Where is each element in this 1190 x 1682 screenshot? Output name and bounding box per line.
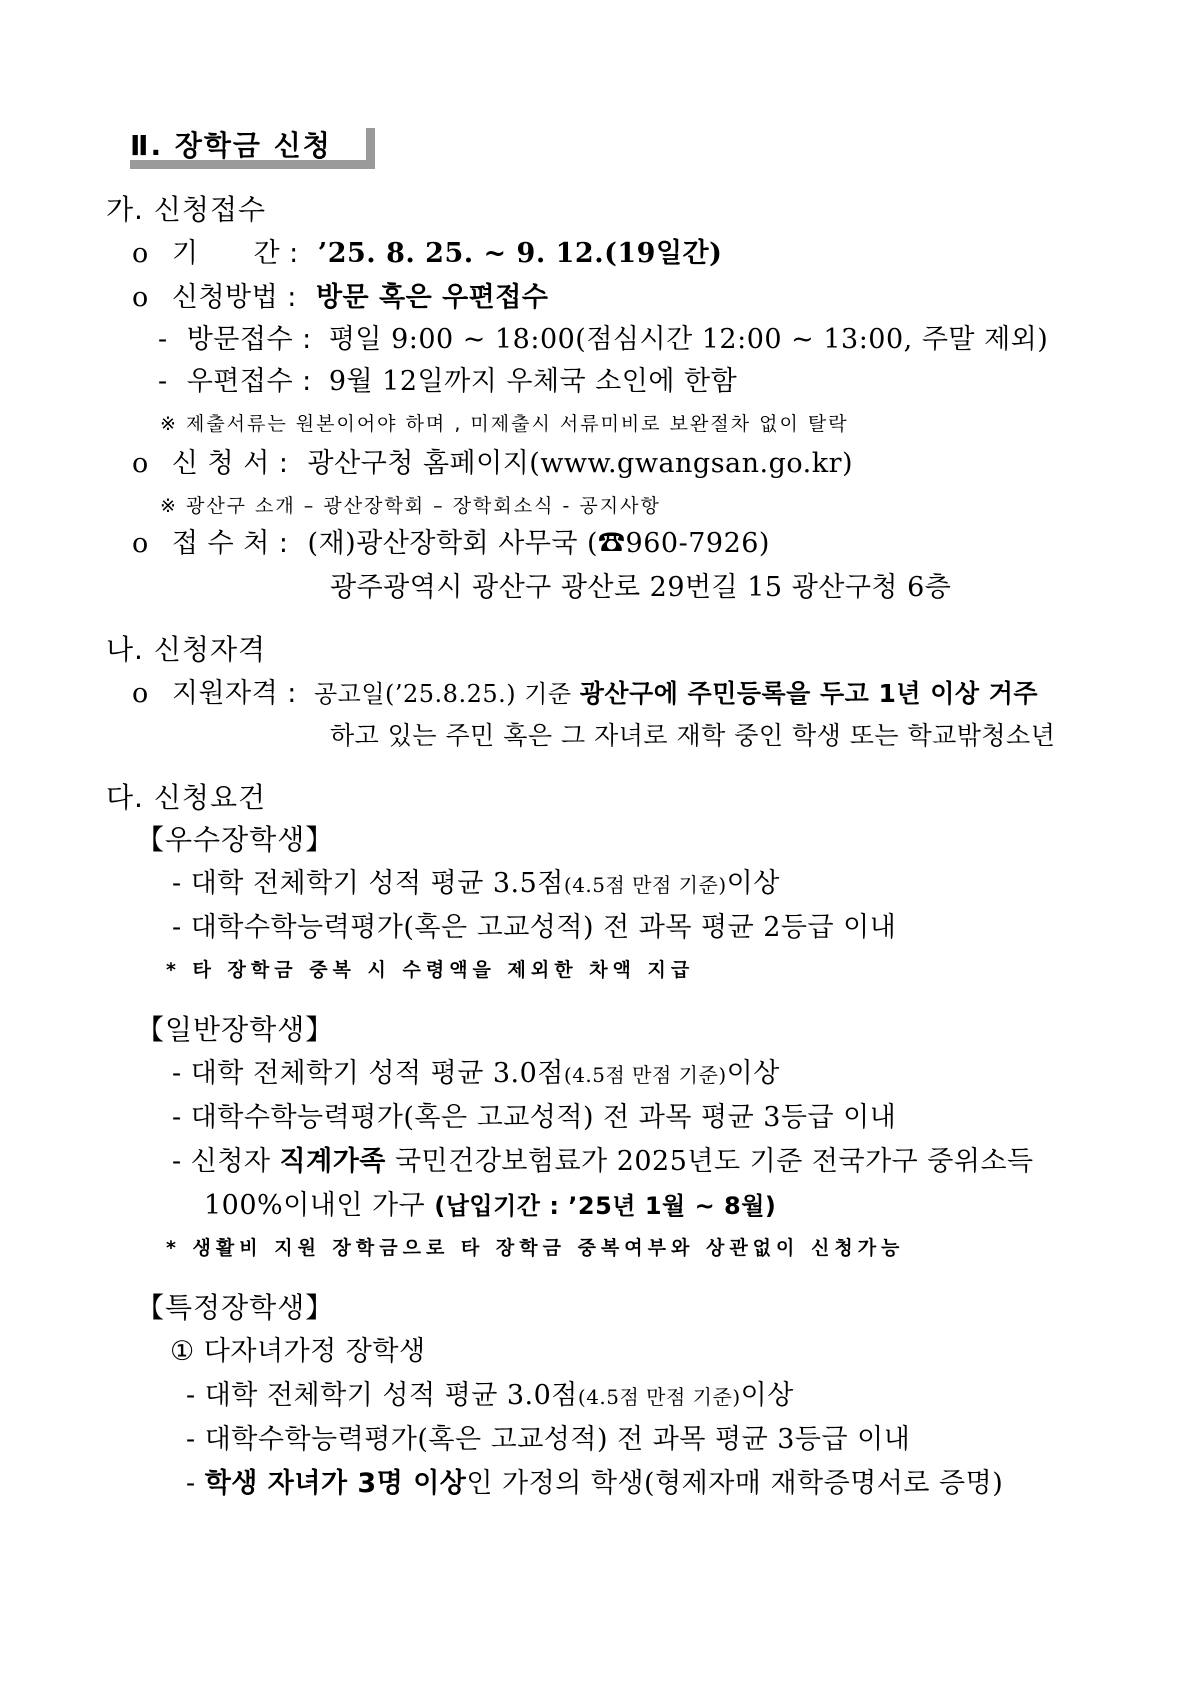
excellent-item-1	[172, 866, 780, 903]
general-item-3-line2	[204, 1188, 776, 1224]
bullet: o	[132, 528, 149, 559]
mail-label: 우편접수 :	[186, 366, 312, 397]
form-value: 광산구청 홈페이지(www.gwangsan.go.kr)	[307, 448, 854, 479]
note-documents: ※ 제출서류는 원본이어야 하며 , 미제출시 서류미비로 보완절차 없이 탈락	[160, 413, 849, 435]
excellent-note: * 타 장학금 중복 시 수령액을 제외한 차액 지급	[166, 959, 695, 981]
dash: -	[158, 366, 168, 397]
form-label: 신 청 서 :	[171, 448, 289, 479]
form-row	[132, 446, 853, 482]
special-item-3	[186, 1466, 1003, 1502]
office-value: (재)광산장학회 사무국 (☎960-7926)	[307, 528, 770, 559]
heading-da: 다. 신청요건	[106, 781, 267, 814]
special-item-3-dash: -	[186, 1468, 205, 1499]
heading-general: 【일반장학생】	[136, 1013, 335, 1046]
general-item-1-small: (4.5점 만점 기준)	[563, 1063, 727, 1087]
visit-value: 평일 9:00 ~ 18:00(점심시간 12:00 ~ 13:00, 주말 제외)	[328, 324, 1049, 355]
special-item-1	[186, 1378, 794, 1415]
bullet: o	[132, 448, 149, 479]
period-row	[132, 236, 722, 272]
eligibility-line2: 하고 있는 주민 혹은 그 자녀로 재학 중인 학생 또는 학교밖청소년	[330, 721, 1056, 750]
period-label: 기 간 :	[171, 238, 299, 269]
special-item-1-text: - 대학 전체학기 성적 평균 3.0점	[186, 1380, 578, 1411]
visit-label: 방문접수 :	[186, 324, 312, 355]
special-item-3-bold: 학생 자녀가 3명 이상	[204, 1468, 467, 1499]
excellent-item-1-small: (4.5점 만점 기준)	[563, 873, 727, 897]
bullet: o	[132, 238, 149, 269]
heading-na: 나. 신청자격	[106, 633, 267, 666]
note-path: ※ 광산구 소개 – 광산장학회 – 장학회소식 - 공지사항	[160, 495, 661, 517]
eligibility-text-bold: 광산구에 주민등록을 두고 1년 이상 거주	[579, 679, 1039, 708]
dash: -	[158, 324, 168, 355]
heading-excellent: 【우수장학생】	[136, 823, 335, 856]
method-label: 신청방법 :	[171, 282, 297, 313]
general-item-3-line2-bold: (납입기간 : ’25년 1월 ~ 8월)	[434, 1192, 777, 1220]
section-title: Ⅱ. 장학금 신청	[130, 129, 332, 162]
general-item-1-text: - 대학 전체학기 성적 평균 3.0점	[172, 1058, 564, 1089]
office-address: 광주광역시 광산구 광산로 29번길 15 광산구청 6층	[330, 572, 952, 603]
heading-ga: 가. 신청접수	[106, 193, 267, 226]
eligibility-text-pre: 공고일(’25.8.25.) 기준	[313, 680, 580, 708]
special-sub-1: ① 다자녀가정 장학생	[170, 1336, 426, 1367]
special-item-1-small: (4.5점 만점 기준)	[577, 1385, 741, 1409]
general-item-3-line2-text: 100%이내인 가구	[204, 1190, 435, 1221]
office-label: 접 수 처 :	[171, 528, 289, 559]
period-value: ’25. 8. 25. ~ 9. 12.(19일간)	[317, 238, 723, 269]
bullet: o	[132, 678, 149, 709]
excellent-item-1-post: 이상	[726, 868, 780, 899]
mail-value: 9월 12일까지 우체국 소인에 한함	[328, 366, 738, 397]
general-item-1	[172, 1056, 780, 1093]
office-row	[132, 526, 770, 562]
method-value: 방문 혹은 우편접수	[315, 282, 549, 313]
general-item-1-post: 이상	[726, 1058, 780, 1089]
bullet: o	[132, 282, 149, 313]
eligibility-label: 지원자격 :	[171, 678, 297, 709]
special-item-1-post: 이상	[740, 1380, 794, 1411]
visit-row	[158, 322, 1048, 358]
excellent-item-1-text: - 대학 전체학기 성적 평균 3.5점	[172, 868, 564, 899]
heading-special: 【특정장학생】	[136, 1291, 335, 1324]
special-item-3-post: 인 가정의 학생(형제자매 재학증명서로 증명)	[466, 1468, 1004, 1499]
special-item-2: - 대학수학능력평가(혹은 고교성적) 전 과목 평균 3등급 이내	[186, 1424, 911, 1455]
section-title-box	[120, 124, 374, 166]
general-item-3	[172, 1144, 1034, 1180]
eligibility-row	[132, 676, 1038, 712]
general-note: * 생활비 지원 장학금으로 타 장학금 중복여부와 상관없이 신청가능	[166, 1237, 905, 1259]
general-item-2: - 대학수학능력평가(혹은 고교성적) 전 과목 평균 3등급 이내	[172, 1102, 897, 1133]
method-row	[132, 280, 548, 316]
general-item-3-post: 국민건강보험료가 2025년도 기준 전국가구 중위소득	[385, 1146, 1034, 1177]
general-item-3-pre: - 신청자	[172, 1146, 280, 1177]
mail-row	[158, 364, 737, 400]
general-item-3-bold: 직계가족	[279, 1146, 386, 1177]
excellent-item-2: - 대학수학능력평가(혹은 고교성적) 전 과목 평균 2등급 이내	[172, 912, 897, 943]
